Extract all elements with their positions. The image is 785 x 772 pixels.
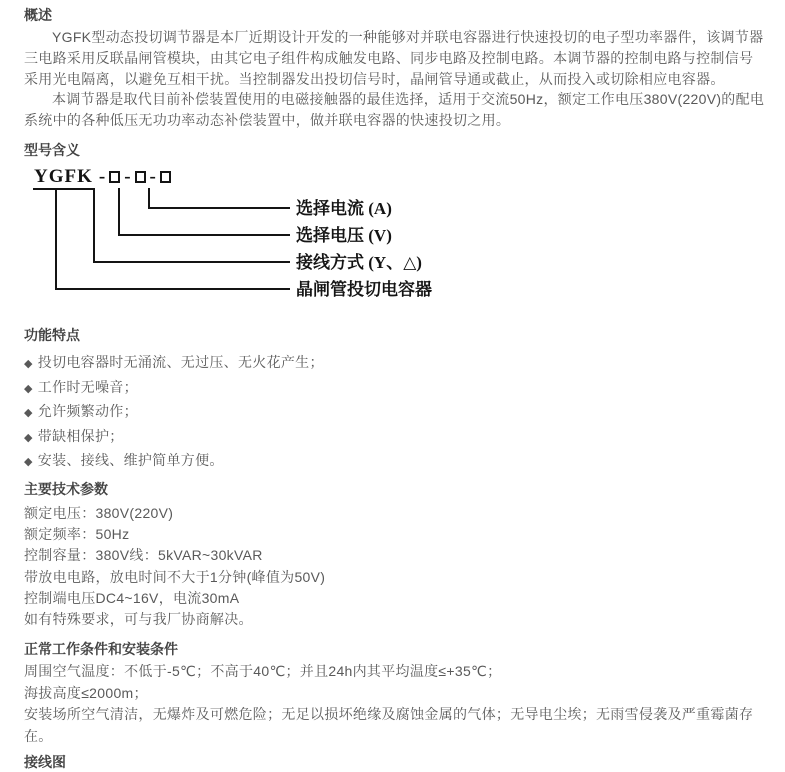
model-placeholder-box-3	[160, 171, 171, 183]
parameter-line: 如有特殊要求，可与我厂协商解决。	[24, 610, 253, 627]
parameter-line: 额定电压：380V(220V)	[24, 504, 174, 521]
diamond-bullet-icon: ◆	[24, 431, 33, 444]
section-heading-conditions: 正常工作条件和安装条件	[24, 641, 178, 658]
diamond-bullet-icon: ◆	[24, 407, 33, 420]
feature-item	[24, 425, 765, 450]
parameter-line: 额定频率：50Hz	[24, 526, 130, 543]
feature-text: 投切电容器时无涌流、无过压、无火花产生；	[37, 353, 324, 370]
feature-item	[24, 376, 765, 401]
feature-text: 带缺相保护；	[37, 427, 124, 444]
model-label-thyristor: 晶闸管投切电容器	[296, 279, 432, 299]
overview-paragraph-1: YGFK型动态投切调节器是本厂近期设计开发的一种能够对并联电容器进行快速投切的电子型功率器件，该调节器三电路采用反联晶闸管模块，由其它电子组件构成触发电路、同步电路及控制电路。本调节器的控制电路与控制信号采用光电隔离，以避免互相干扰。当控制器发出投切信号时，晶闸管导通或截止，从而投入或切除相应电容器。	[24, 29, 764, 87]
model-placeholder-box-1	[109, 171, 120, 183]
model-diagram	[24, 167, 765, 319]
section-heading-wiring-diagram: 接线图	[24, 754, 66, 771]
condition-line: 海拔高度≤2000m；	[24, 684, 148, 701]
model-dash: -	[149, 165, 156, 187]
feature-item	[24, 400, 765, 425]
condition-line: 安装场所空气清洁，无爆炸及可燃危险；无足以损坏绝缘及腐蚀金属的气体；无导电尘埃；无雨雪侵袭及严重霉菌存在。	[24, 706, 754, 744]
connector-line-thyristor	[55, 188, 290, 290]
model-label-wiring: 接线方式 (Y、△)	[296, 252, 422, 272]
model-label-voltage: 选择电压 (V)	[296, 225, 392, 245]
parameter-list	[24, 503, 765, 630]
diamond-bullet-icon: ◆	[24, 382, 33, 395]
model-code	[33, 167, 171, 190]
model-prefix: YGFK	[33, 167, 95, 190]
section-heading-params: 主要技术参数	[24, 480, 108, 497]
model-label-current: 选择电流 (A)	[296, 198, 392, 218]
feature-list	[24, 351, 765, 474]
feature-text: 安装、接线、维护简单方便。	[37, 452, 224, 469]
overview-paragraph-2: 本调节器是取代目前补偿装置使用的电磁接触器的最佳选择，适用于交流50Hz，额定工作电压380V(220V)的配电系统中的各种低压无功功率动态补偿装置中，做并联电容器的快速投切之用。	[24, 91, 765, 129]
parameter-line: 控制容量：380V线：5kVAR~30kVAR	[24, 547, 263, 564]
feature-item	[24, 449, 765, 474]
parameter-line: 带放电电路，放电时间不大于1分钟(峰值为50V)	[24, 568, 326, 585]
condition-list	[24, 661, 765, 747]
section-heading-features: 功能特点	[24, 326, 80, 343]
feature-text: 允许频繁动作；	[37, 403, 138, 420]
feature-text: 工作时无噪音；	[37, 378, 138, 395]
feature-item	[24, 351, 765, 376]
parameter-line: 控制端电压DC4~16V，电流30mA	[24, 589, 240, 606]
diamond-bullet-icon: ◆	[24, 456, 33, 469]
condition-line: 周围空气温度：不低于-5℃；不高于40℃；并且24h内其平均温度≤+35℃；	[24, 663, 502, 680]
model-dash: -	[124, 165, 131, 187]
section-heading-overview: 概述	[24, 7, 52, 23]
model-placeholder-box-2	[135, 171, 146, 183]
model-dash: -	[98, 165, 106, 187]
section-heading-model: 型号含义	[24, 141, 80, 158]
diamond-bullet-icon: ◆	[24, 357, 33, 370]
